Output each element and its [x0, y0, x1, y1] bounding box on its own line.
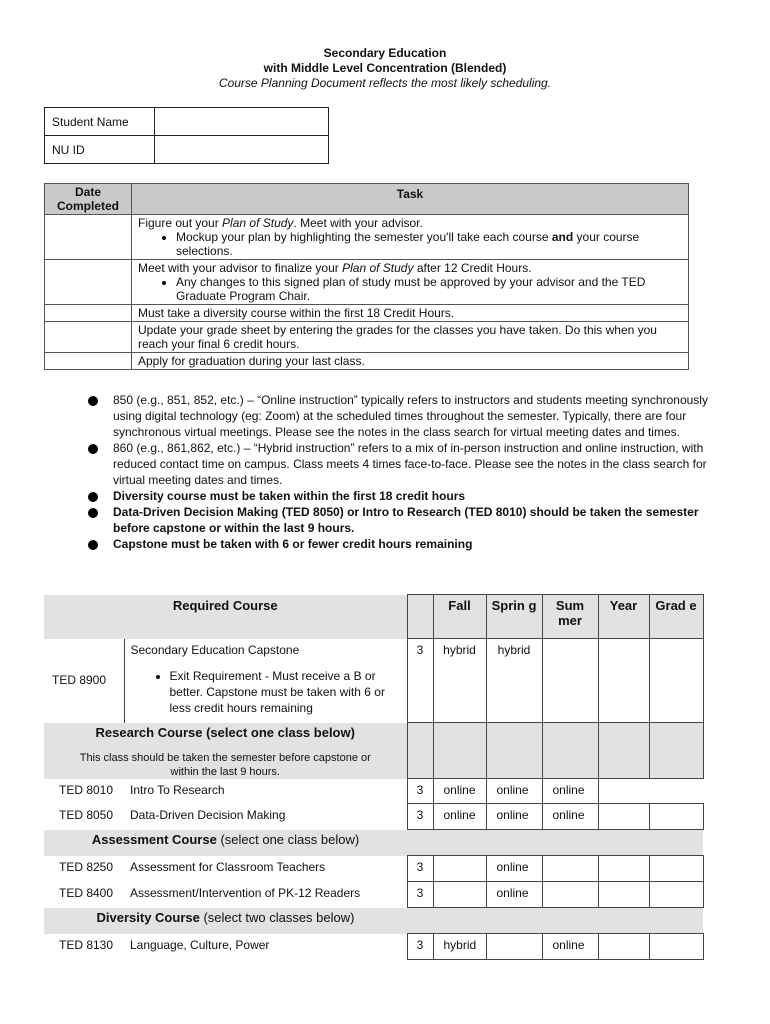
year-cell[interactable]	[598, 639, 649, 723]
spring-cell	[486, 934, 542, 960]
date-completed-header: Date Completed	[45, 184, 132, 215]
course-row	[44, 856, 703, 882]
credits: 3	[407, 639, 433, 723]
task-bullet: • Mockup your plan by highlighting the semester you'll take each course and your course selections.	[176, 230, 682, 258]
notes-list	[88, 392, 728, 552]
nu-id-label: NU ID	[45, 136, 155, 164]
grade-cell[interactable]	[649, 856, 703, 882]
fall-header: Fall	[433, 595, 486, 639]
required-course-header: Required Course	[44, 595, 407, 639]
task-row	[45, 322, 689, 353]
note-item: Diversity course must be taken within the first 18 credit hours	[88, 488, 728, 504]
grade-cell[interactable]	[649, 779, 703, 804]
fall-cell: online	[433, 779, 486, 804]
nu-id-field[interactable]	[155, 136, 329, 164]
document-header	[0, 46, 770, 91]
course-code: TED 8250	[59, 859, 114, 874]
bullet-icon	[88, 508, 98, 518]
fall-cell: hybrid	[433, 934, 486, 960]
student-name-field[interactable]	[155, 108, 329, 136]
doc-title: Secondary Education	[323, 46, 447, 60]
grade-cell[interactable]	[649, 934, 703, 960]
task-cell: Figure out your Plan of Study. Meet with your advisor. • Mockup your plan by highlighting the semester you'll take each course and your course selections.	[132, 215, 689, 260]
credits: 3	[407, 882, 433, 908]
bullet-icon	[88, 540, 98, 550]
spring-cell: hybrid	[486, 639, 542, 723]
grade-cell[interactable]	[649, 639, 703, 723]
course-title: Data-Driven Decision Making	[130, 807, 286, 822]
fall-cell: hybrid	[433, 639, 486, 723]
date-cell[interactable]	[45, 260, 132, 305]
year-cell[interactable]	[598, 779, 649, 804]
summer-cell	[542, 882, 598, 908]
summer-header: Sum mer	[542, 595, 598, 639]
year-cell[interactable]	[598, 804, 649, 830]
grade-header: Grad e	[649, 595, 703, 639]
course-title: Intro To Research	[130, 782, 225, 797]
task-cell: Apply for graduation during your last class.	[132, 353, 689, 370]
doc-note: Course Planning Document reflects the most likely scheduling.	[218, 76, 552, 90]
student-name-label: Student Name	[45, 108, 155, 136]
research-note: This class should be taken the semester before capstone or within the last 9 hours.	[44, 749, 407, 779]
bullet-icon	[88, 492, 98, 502]
task-row	[45, 305, 689, 322]
note-item: Data-Driven Decision Making (TED 8050) or Intro to Research (TED 8010) should be taken the semester before capstone or within the last 9 hours.	[88, 504, 728, 536]
course-row-capstone	[44, 639, 703, 723]
assessment-heading: Assessment Course (select one class below)	[44, 830, 407, 856]
required-courses-table	[44, 594, 704, 960]
date-cell[interactable]	[45, 215, 132, 260]
course-code: TED 8130	[59, 937, 114, 952]
research-heading: Research Course (select one class below)	[44, 723, 407, 749]
course-row	[44, 934, 703, 960]
spring-cell: online	[486, 779, 542, 804]
date-cell[interactable]	[45, 305, 132, 322]
date-cell[interactable]	[45, 353, 132, 370]
task-cell: Update your grade sheet by entering the grades for the classes you have taken. Do this when you reach your final 6 credit hours.	[132, 322, 689, 353]
note-item: 860 (e.g., 861,862, etc.) – “Hybrid instruction” refers to a mix of in-person instruction and online instruction, with reduced contact time on campus. Class meets 4 times face-to-face. Please see the notes in the class search for virtual meeting dates and times.	[88, 440, 728, 488]
note-item: Capstone must be taken with 6 or fewer credit hours remaining	[88, 536, 728, 552]
year-cell[interactable]	[598, 856, 649, 882]
task-row	[45, 215, 689, 260]
fall-cell: online	[433, 804, 486, 830]
task-bullet: • Any changes to this signed plan of study must be approved by your advisor and the TED Graduate Program Chair.	[176, 275, 682, 303]
course-code: TED 8400	[59, 885, 114, 900]
course-code: TED 8050	[59, 807, 114, 822]
credits: 3	[407, 804, 433, 830]
bullet-icon	[88, 444, 98, 454]
course-row	[44, 779, 703, 804]
grade-cell[interactable]	[649, 882, 703, 908]
student-info-table	[44, 107, 329, 164]
course-code: TED 8010	[59, 782, 114, 797]
credits: 3	[407, 856, 433, 882]
summer-cell: online	[542, 934, 598, 960]
year-header: Year	[598, 595, 649, 639]
task-header: Task	[132, 184, 689, 215]
note-item: 850 (e.g., 851, 852, etc.) – “Online instruction” typically refers to instructors and students meeting synchronously using digital technology (eg: Zoom) at the scheduled times throughout the semester. Typically, there are four synchronous virtual meetings. Please see the notes in the class search for virtual meeting dates and times.	[88, 392, 728, 440]
task-cell: Must take a diversity course within the first 18 Credit Hours.	[132, 305, 689, 322]
spring-cell: online	[486, 882, 542, 908]
spring-cell: online	[486, 804, 542, 830]
summer-cell	[542, 639, 598, 723]
course-code: TED 8900	[52, 673, 107, 687]
course-row	[44, 882, 703, 908]
course-title: Assessment/Intervention of PK-12 Readers	[130, 885, 361, 900]
credits: 3	[407, 779, 433, 804]
year-cell[interactable]	[598, 882, 649, 908]
task-table	[44, 183, 689, 370]
task-cell: Meet with your advisor to finalize your Plan of Study after 12 Credit Hours. • Any changes to this signed plan of study must be approved by your advisor and the TED Graduate Program Chair.	[132, 260, 689, 305]
course-title-cell	[124, 639, 407, 723]
fall-cell	[433, 882, 486, 908]
grade-cell[interactable]	[649, 804, 703, 830]
bullet-icon	[88, 396, 98, 406]
course-note: • Exit Requirement - Must receive a B or better. Capstone must be taken with 6 or less credit hours remaining	[170, 668, 407, 716]
diversity-heading: Diversity Course (select two classes below)	[44, 908, 407, 934]
fall-cell	[433, 856, 486, 882]
summer-cell: online	[542, 804, 598, 830]
summer-cell	[542, 856, 598, 882]
date-cell[interactable]	[45, 322, 132, 353]
summer-cell: online	[542, 779, 598, 804]
task-row	[45, 260, 689, 305]
course-title: Language, Culture, Power	[130, 937, 270, 952]
doc-subtitle: with Middle Level Concentration (Blended)	[263, 61, 507, 75]
credits: 3	[407, 934, 433, 960]
spring-cell: online	[486, 856, 542, 882]
year-cell[interactable]	[598, 934, 649, 960]
spring-header: Sprin g	[486, 595, 542, 639]
course-title: Secondary Education Capstone	[130, 642, 300, 657]
course-title: Assessment for Classroom Teachers	[130, 859, 326, 874]
course-row	[44, 804, 703, 830]
task-row	[45, 353, 689, 370]
